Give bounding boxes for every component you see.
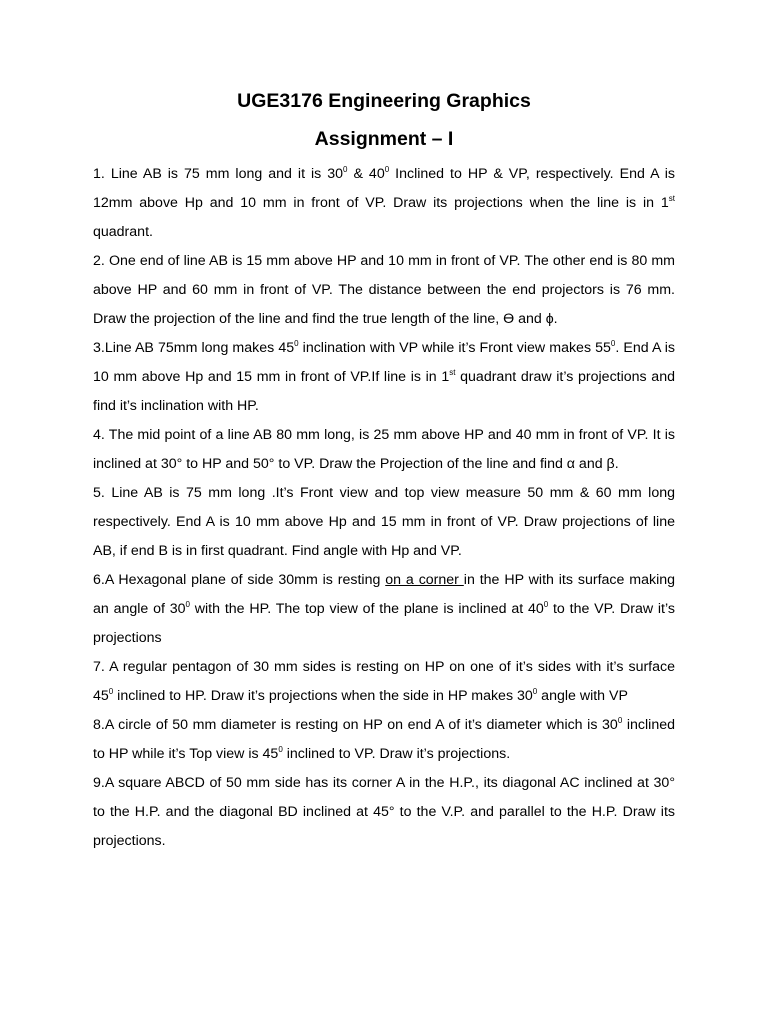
question-list [93,160,675,856]
question-item [93,247,675,334]
question-text: 2. One end of line AB is 15 mm above HP and 10 mm in front of VP. The other end is 80 mm above HP and 60 mm in front of VP. The distance between the end projectors is 76 mm. Draw the projection of the line and find the true length of the line, Ө and ϕ. [93,253,675,327]
question-text: . End A is 10 mm above Hp and 15 mm in front of VP.If line is in 1 [93,340,675,385]
question-text: & 40 [347,166,385,182]
page-title: UGE3176 Engineering Graphics [237,90,531,112]
question-item [93,769,675,856]
question-item [93,421,675,479]
superscript: 0 [185,600,190,609]
question-text: 4. The mid point of a line AB 80 mm long, is 25 mm above HP and 40 mm in front of VP. It is inclined at 30° to HP and 50° to VP. Draw the Projection of the line and find α and β. [93,427,675,472]
question-text: 8.A circle of 50 mm diameter is resting on HP on end A of it’s diameter which is 30 [93,717,618,733]
question-text: 6.A Hexagonal plane of side 30mm is resting [93,572,386,588]
question-item [93,711,675,769]
superscript: 0 [532,687,538,696]
question-text: 9.A square ABCD of 50 mm side has its corner A in the H.P., its diagonal AC inclined at 30° to the H.P. and the diagonal BD inclined at 45° to the V.P. and parallel to the H.P. Draw its projections. [93,775,675,849]
underlined-text: on a corner [385,572,464,588]
question-text: inclination with VP while it’s Front view makes 55 [298,340,611,356]
superscript: 0 [294,339,299,348]
question-text: in the HP with its surface making an angle of 30 [93,572,676,617]
question-item [93,566,675,653]
question-text: 1. Line AB is 75 mm long and it is 30 [93,166,344,182]
question-text: quadrant. [93,224,153,240]
superscript: 0 [384,165,390,174]
question-text: inclined to HP. Draw it’s projections when the side in HP makes 30 [113,688,533,704]
question-text: inclined to VP. Draw it’s projections. [282,746,511,762]
question-item [93,653,675,711]
question-text: to the VP. Draw it’s projections [93,601,675,646]
question-text: angle with VP [537,688,628,704]
question-item [93,334,675,421]
question-text: with the HP. The top view of the plane is inclined at 40 [189,601,544,617]
superscript: st [449,368,456,377]
question-text: inclined to HP while it’s Top view is 45 [93,717,675,762]
superscript: 0 [343,165,348,174]
question-text: quadrant draw it’s projections and find it’s inclination with HP. [93,369,675,414]
superscript: 0 [617,716,623,725]
question-item [93,160,675,247]
question-text: 3.Line AB 75mm long makes 45 [93,340,295,356]
superscript: st [668,194,675,203]
assignment-heading: Assignment – I [314,128,454,150]
question-text: Inclined to HP & VP, respectively. End A is 12mm above Hp and 10 mm in front of VP. Draw its projections when the line is in 1 [93,166,675,211]
superscript: 0 [610,339,616,348]
superscript: 0 [108,687,114,696]
question-item [93,479,675,566]
question-text: 7. A regular pentagon of 30 mm sides is resting on HP on one of it’s sides with it’s surface 45 [93,659,675,704]
superscript: 0 [278,745,283,754]
question-text: 5. Line AB is 75 mm long .It’s Front view and top view measure 50 mm & 60 mm long respectively. End A is 10 mm above Hp and 15 mm in front of VP. Draw projections of line AB, if end B is in first quadrant. Find angle with Hp and VP. [93,485,675,559]
superscript: 0 [543,600,549,609]
